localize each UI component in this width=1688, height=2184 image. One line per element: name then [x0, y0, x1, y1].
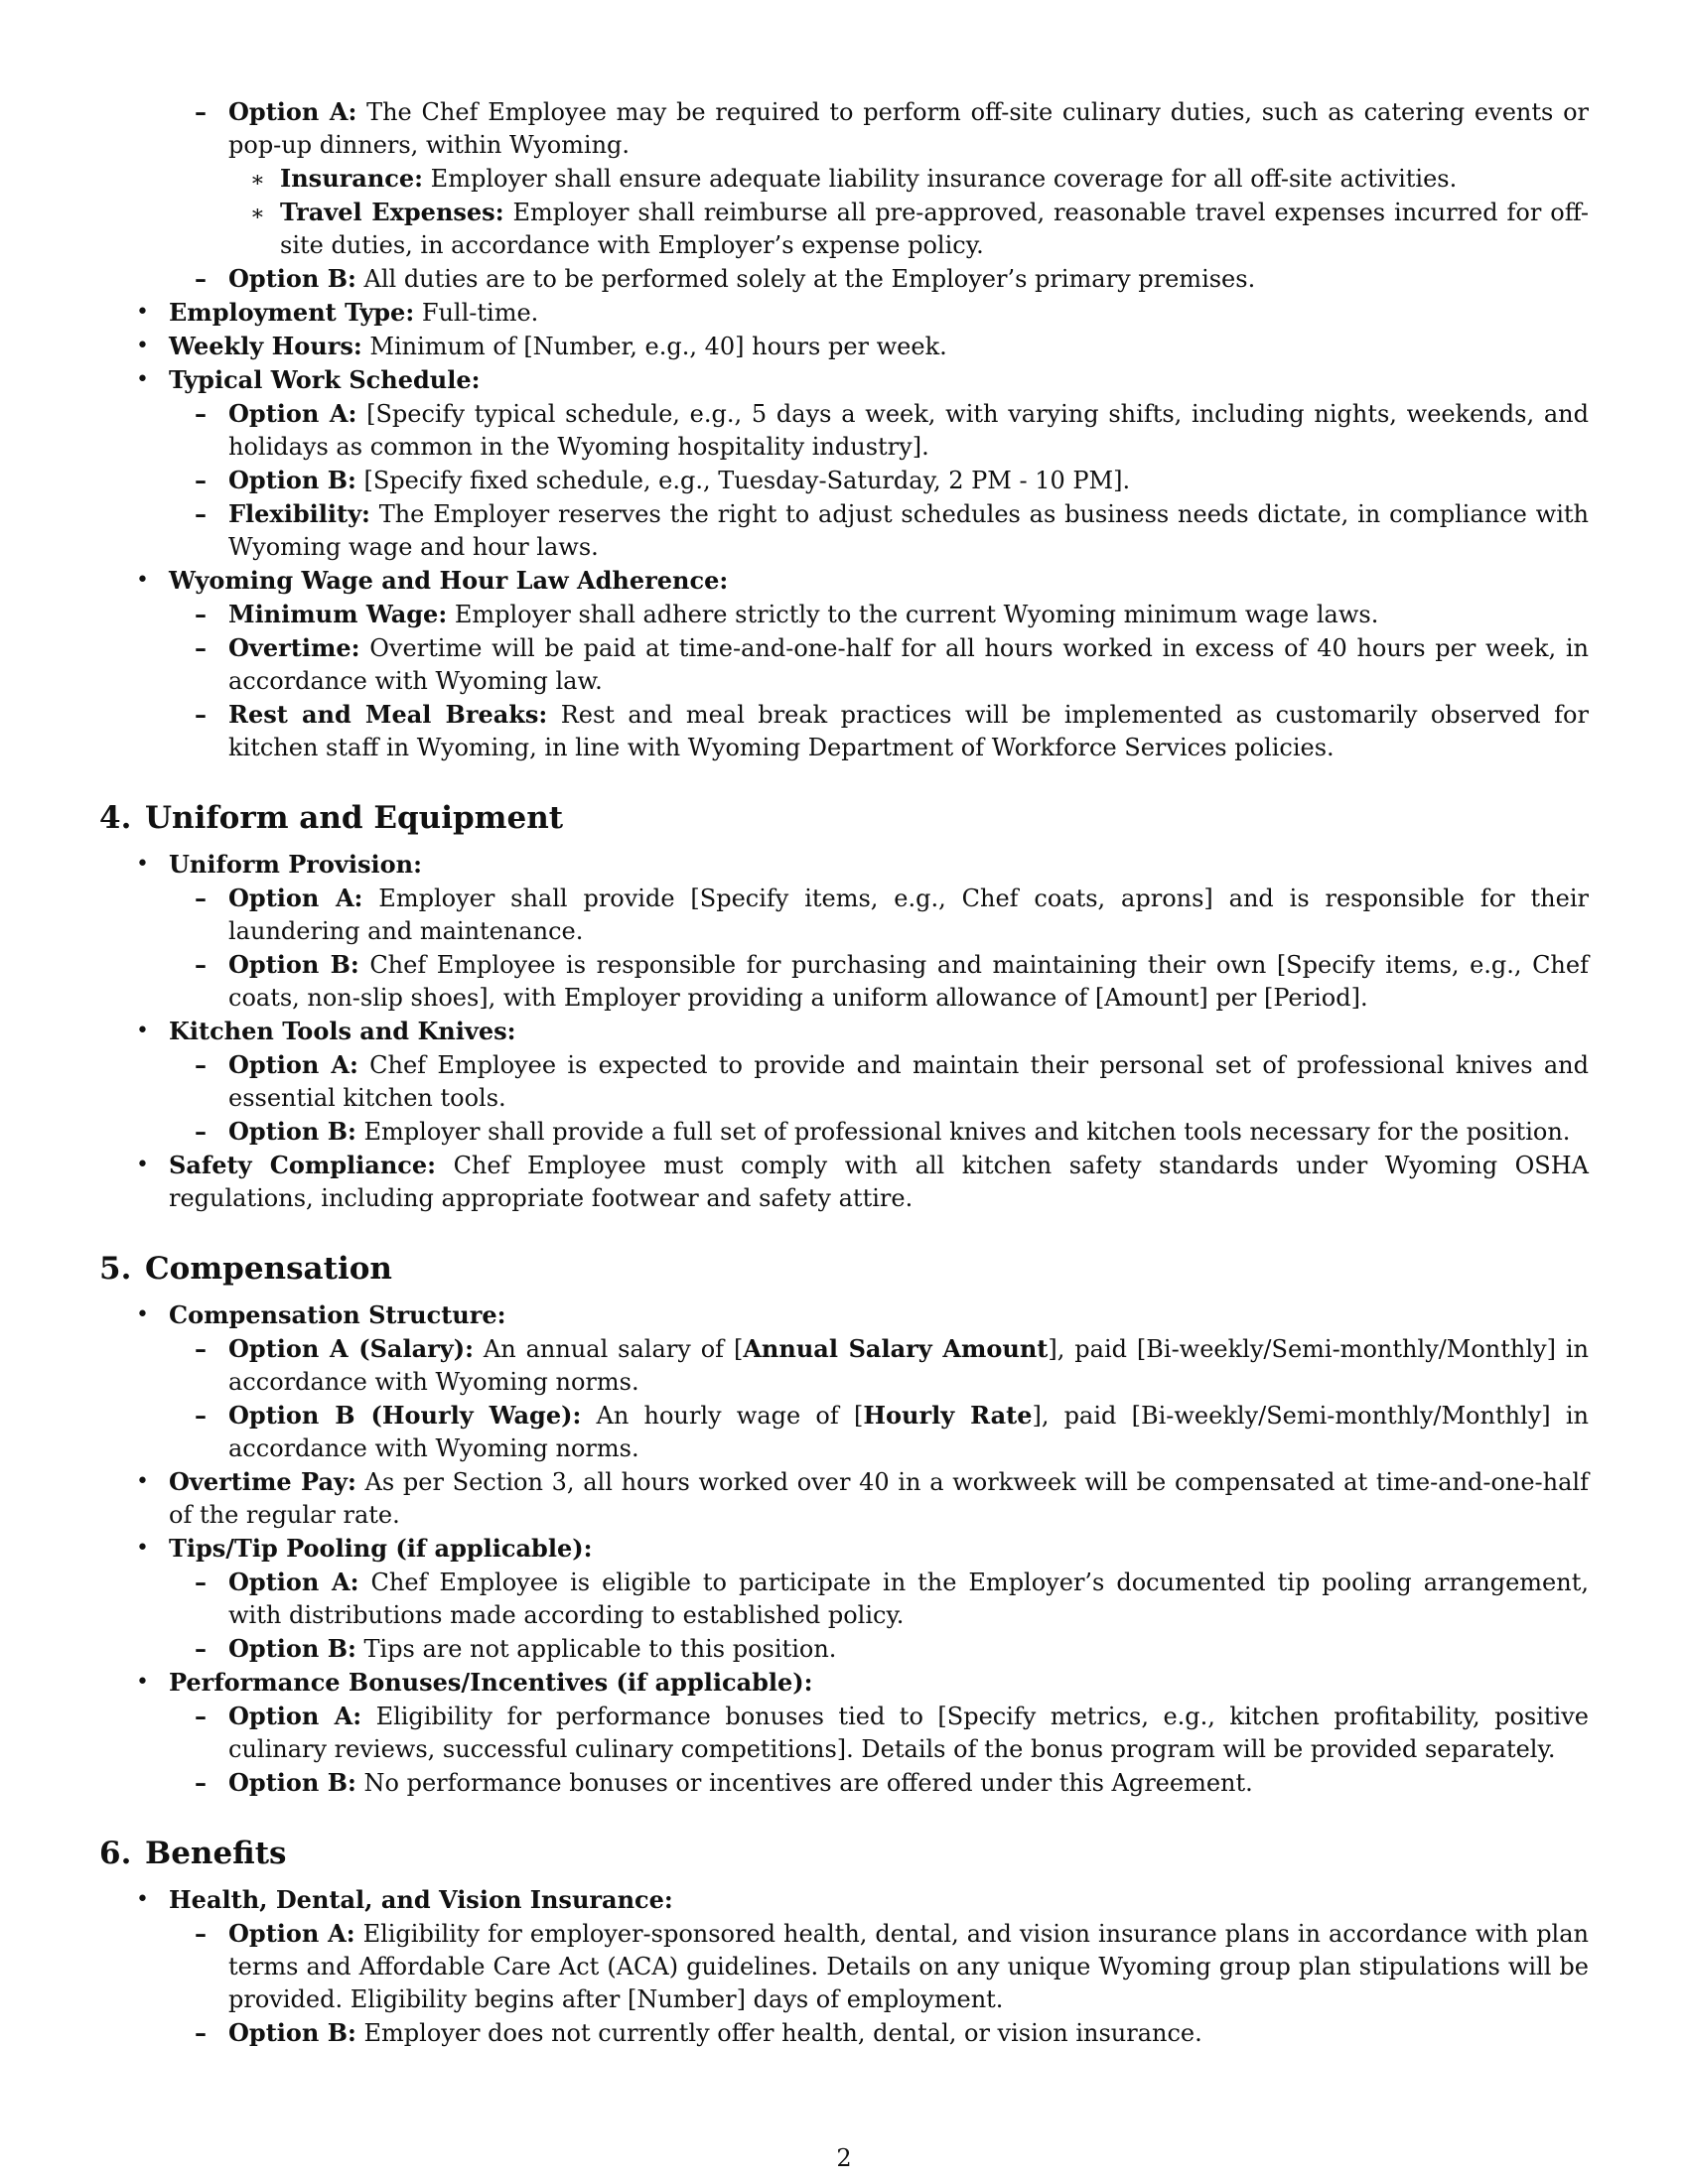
list-item: – Option A: Chef Employee is expected to provide and maintain their personal set of professional knives and essential kitchen tools. — [195, 1050, 1589, 1112]
document-page — [99, 95, 1589, 2050]
list-item: – Option A: Eligibility for employer-sponsored health, dental, and vision insurance plans in accordance with plan terms and Affordable Care Act (ACA) guidelines. Details on any unique Wyoming group plan stipulations will be provided. Eligibility begins after [Number] days of employment. — [195, 1919, 1589, 2013]
list-item: – Option A: [Specify typical schedule, e.g., 5 days a week, with varying shifts, including nights, weekends, and holidays as common in the Wyoming hospitality industry]. — [195, 399, 1589, 461]
list-item: • Performance Bonuses/Incentives (if applicable): — [136, 1668, 813, 1697]
list-item: • Wyoming Wage and Hour Law Adherence: — [136, 566, 729, 595]
list-item: – Option B: Tips are not applicable to this position. — [195, 1634, 837, 1663]
list-item: – Option B: No performance bonuses or incentives are offered under this Agreement. — [195, 1768, 1253, 1797]
list-item: • Typical Work Schedule: — [136, 365, 481, 394]
list-item: • Safety Compliance: Chef Employee must comply with all kitchen safety standards under Wyoming OSHA regulations, including appropriate footwear and safety attire. — [136, 1151, 1590, 1212]
list-item: – Overtime: Overtime will be paid at time-and-one-half for all hours worked in excess of 40 hours per week, in accordance with Wyoming law. — [195, 633, 1589, 695]
list-item: – Minimum Wage: Employer shall adhere strictly to the current Wyoming minimum wage laws. — [195, 600, 1379, 628]
list-item: – Option A: Employer shall provide [Specify items, e.g., Chef coats, aprons] and is responsible for their laundering and maintenance. — [195, 884, 1589, 945]
section-heading-benefits: 6. Benefits — [99, 1836, 287, 1871]
list-item: – Flexibility: The Employer reserves the right to adjust schedules as business needs dictate, in compliance with Wyoming wage and hour laws. — [195, 499, 1589, 561]
list-item: • Kitchen Tools and Knives: — [136, 1017, 516, 1045]
list-item: • Compensation Structure: — [136, 1300, 506, 1329]
list-item: – Option B (Hourly Wage): An hourly wage of [Hourly Rate], paid [Bi-weekly/Semi-monthly/Monthly] in accordance with Wyoming norms. — [195, 1401, 1589, 1462]
list-item: • Overtime Pay: As per Section 3, all hours worked over 40 in a workweek will be compensated at time-and-one-half of the regular rate. — [136, 1467, 1589, 1529]
list-item: – Rest and Meal Breaks: Rest and meal break practices will be implemented as customarily observed for kitchen staff in Wyoming, in line with Wyoming Department of Workforce Services policies. — [195, 700, 1589, 761]
list-item: – Option B: All duties are to be performed solely at the Employer’s primary premises. — [195, 264, 1256, 293]
list-item: • Health, Dental, and Vision Insurance: — [136, 1885, 673, 1914]
list-item: – Option B: Chef Employee is responsible for purchasing and maintaining their own [Specify items, e.g., Chef coats, non-slip shoes], with Employer providing a uniform allowance of [Amount] per [Period]. — [195, 950, 1589, 1012]
list-item: • Employment Type: Full-time. — [136, 298, 539, 327]
list-item: – Option A: Chef Employee is eligible to participate in the Employer’s documented tip pooling arrangement, with distributions made according to established policy. — [195, 1568, 1589, 1629]
list-item: ∗ Travel Expenses: Employer shall reimburse all pre-approved, reasonable travel expenses incurred for off-site duties, in accordance with Employer’s expense policy. — [250, 198, 1590, 259]
list-item: • Weekly Hours: Minimum of [Number, e.g., 40] hours per week. — [136, 332, 947, 360]
list-item: – Option A: The Chef Employee may be required to perform off-site culinary duties, such as catering events or pop-up dinners, within Wyoming. — [195, 97, 1589, 159]
list-item: – Option A (Salary): An annual salary of [Annual Salary Amount], paid [Bi-weekly/Semi-monthly/Monthly] in accordance with Wyoming norms. — [195, 1334, 1589, 1396]
list-item: • Tips/Tip Pooling (if applicable): — [136, 1534, 593, 1563]
list-item: • Uniform Provision: — [136, 850, 422, 879]
list-item: – Option A: Eligibility for performance bonuses tied to [Specify metrics, e.g., kitchen profitability, positive culinary reviews, successful culinary competitions]. Details of the bonus program will be provided separately. — [195, 1702, 1589, 1763]
list-item: – Option B: Employer does not currently offer health, dental, or vision insurance. — [195, 2018, 1202, 2047]
list-item: – Option B: Employer shall provide a full set of professional knives and kitchen tools necessary for the position. — [195, 1117, 1571, 1146]
page-number: 2 — [836, 2144, 852, 2172]
list-item: – Option B: [Specify fixed schedule, e.g., Tuesday-Saturday, 2 PM - 10 PM]. — [195, 466, 1131, 494]
section-heading-compensation: 5. Compensation — [99, 1251, 392, 1287]
section-heading-uniform: 4. Uniform and Equipment — [99, 800, 564, 836]
list-item: ∗ Insurance: Employer shall ensure adequate liability insurance coverage for all off-site activities. — [250, 164, 1458, 193]
